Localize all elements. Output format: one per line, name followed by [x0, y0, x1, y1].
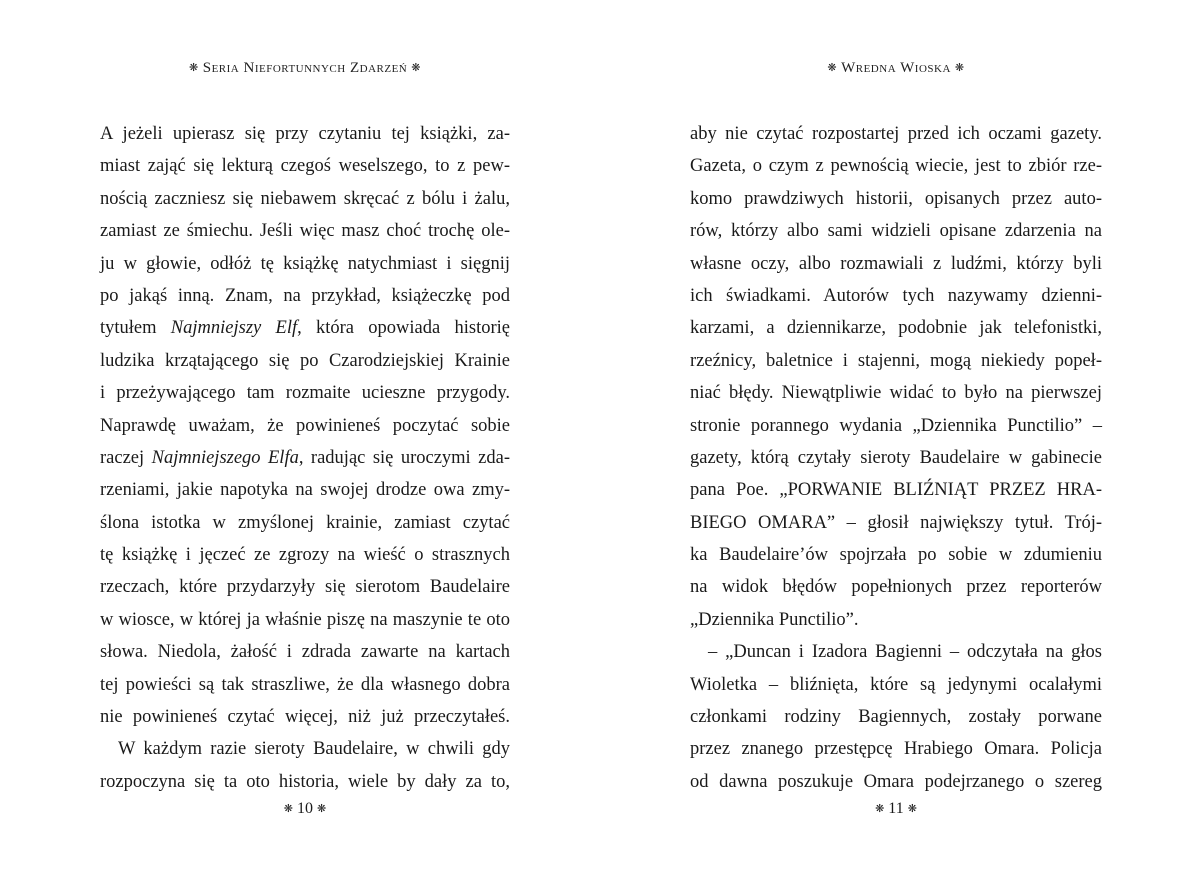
- ornament-icon: ❋: [875, 803, 885, 815]
- ornament-icon: ❋: [907, 803, 917, 815]
- text-line: miast zająć się lekturą czegoś weselszego, to z pew-: [100, 156, 510, 177]
- right-page: [690, 0, 1102, 892]
- left-page: [100, 0, 510, 892]
- text-line: „Dziennika Punctilio”.: [690, 609, 859, 630]
- text-line: – „Duncan i Izadora Bagienni – odczytała na głos: [708, 642, 1102, 663]
- book-title-italic: Najmniejszego Elfa: [151, 447, 299, 468]
- text-line: niać błędy. Niewątpliwie widać to było na pierwszej: [690, 383, 1102, 404]
- page-number: 10: [297, 800, 313, 817]
- text-run: tytułem: [100, 318, 171, 339]
- text-line: rzeźnicy, baletnice i stajenni, mogą niekiedy popeł-: [690, 350, 1102, 371]
- ornament-icon: ❋: [283, 803, 293, 815]
- text-run: raczej: [100, 447, 152, 468]
- ornament-icon: ❋: [827, 62, 838, 74]
- book-title-italic: Najmniejszy Elf: [170, 318, 298, 339]
- left-running-head: [100, 60, 510, 77]
- text-line: Naprawdę uważam, że powinieneś poczytać sobie: [100, 415, 510, 436]
- right-page-number: [690, 800, 1102, 818]
- text-line: tę książkę i jęczeć ze zgrozy na wieść o strasznych: [100, 545, 510, 566]
- text-line: ka Baudelaire’ów spojrzała po sobie w zdumieniu: [690, 545, 1102, 566]
- text-run: , która opowiada historię: [297, 318, 510, 339]
- text-line: własne oczy, albo rozmawiali z ludźmi, którzy byli: [690, 253, 1102, 274]
- text-line: W każdym razie sieroty Baudelaire, w chwili gdy: [118, 739, 510, 760]
- text-line: ju w głowie, odłóż tę książkę natychmiast i sięgnij: [100, 253, 510, 274]
- text-line: komo prawdziwych historii, opisanych przez auto-: [690, 188, 1102, 209]
- text-line: karzami, a dziennikarze, podobnie jak telefonistki,: [690, 318, 1102, 339]
- text-line: nością zaczniesz się niebawem skręcać z bólu i żalu,: [100, 188, 510, 209]
- text-line: po jakąś inną. Znam, na przykład, książeczkę pod: [100, 285, 510, 306]
- text-line: zamiast ze śmiechu. Jeśli więc masz choć trochę ole-: [100, 221, 510, 242]
- text-run: , radując się uroczymi zda-: [298, 447, 510, 468]
- text-line: rów, którzy albo sami widzieli opisane zdarzenia na: [690, 221, 1102, 242]
- text-line: słowa. Niedola, żałość i zdrada zawarte na kartach: [100, 642, 510, 663]
- right-body-text: [690, 118, 1102, 798]
- text-line: nie powinieneś czytać więcej, niż już przeczytałeś.: [100, 707, 510, 728]
- left-page-number: [100, 800, 510, 818]
- text-line: ślona istotka w zmyślonej krainie, zamiast czytać: [100, 512, 510, 533]
- text-line: BIEGO OMARA” – głosił największy tytuł. Trój-: [690, 512, 1102, 533]
- text-line: rozpoczyna się ta oto historia, wiele by dały za to,: [100, 771, 510, 792]
- text-line: i przeżywającego tam rozmaite ucieszne przygody.: [100, 383, 510, 404]
- ornament-icon: ❋: [189, 62, 199, 74]
- text-line: na widok błędów popełnionych przez reporterów: [690, 577, 1102, 598]
- text-line: [100, 312, 510, 344]
- left-body-text: [100, 118, 510, 798]
- ornament-icon: ❋: [954, 62, 965, 74]
- text-line: tej powieści są tak straszliwe, że dla własnego dobra: [100, 674, 510, 695]
- text-line: Wioletka – bliźnięta, które są jedynymi ocalałymi: [690, 674, 1102, 695]
- text-line: gazety, którą czytały sieroty Baudelaire w gabinecie: [690, 447, 1102, 468]
- page-number: 11: [888, 800, 904, 817]
- right-running-head: [690, 60, 1102, 77]
- ornament-icon: ❋: [411, 62, 421, 74]
- right-running-head-title: Wredna Wioska: [841, 60, 951, 76]
- text-line: rzeczach, które przydarzyły się sierotom Baudelaire: [100, 577, 510, 598]
- text-line: ludzika krzątającego się po Czarodziejskiej Krainie: [100, 350, 510, 371]
- text-line: przez znanego przestępcę Hrabiego Omara. Policja: [690, 739, 1102, 760]
- text-line: Gazeta, o czym z pewnością wiecie, jest to zbiór rze-: [690, 156, 1102, 177]
- text-line: A jeżeli upierasz się przy czytaniu tej książki, za-: [100, 124, 510, 144]
- left-running-head-title: Seria Niefortunnych Zdarzeń: [202, 60, 408, 76]
- text-line: pana Poe. „PORWANIE BLIŹNIĄT PRZEZ HRA-: [690, 480, 1102, 501]
- text-line: członkami rodziny Bagiennych, zostały porwane: [690, 707, 1102, 728]
- text-line: stronie porannego wydania „Dziennika Punctilio” –: [690, 415, 1102, 436]
- text-line: ich świadkami. Autorów tych nazywamy dzienni-: [690, 285, 1102, 306]
- text-line: rzeniami, jakie napotyka na swojej drodze owa zmy-: [100, 480, 510, 501]
- text-line: aby nie czytać rozpostartej przed ich oczami gazety.: [690, 124, 1102, 144]
- text-line: od dawna poszukuje Omara podejrzanego o szereg: [690, 771, 1102, 792]
- ornament-icon: ❋: [317, 803, 327, 815]
- text-line: w wiosce, w której ja właśnie piszę na maszynie te oto: [100, 609, 510, 630]
- text-line: [100, 442, 510, 474]
